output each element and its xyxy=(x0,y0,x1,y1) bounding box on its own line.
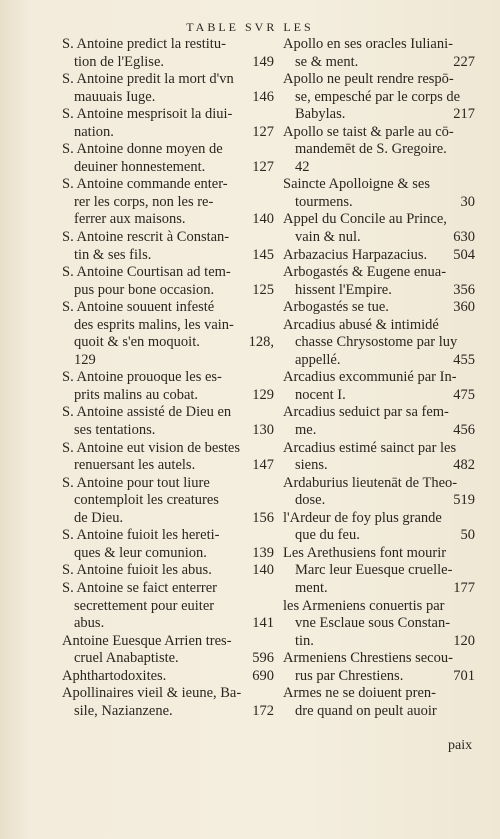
entry-text: Saincte Apolloigne & ses xyxy=(283,176,430,193)
index-entry-line xyxy=(62,510,274,528)
entry-text: Arbogastés se tue. xyxy=(283,299,389,316)
index-entry-line xyxy=(283,36,475,54)
index-entry-line xyxy=(283,54,475,72)
index-entry xyxy=(283,36,475,71)
index-entry-line xyxy=(283,299,475,317)
index-entry-line xyxy=(283,89,475,107)
entry-text: S. Antoine predit la mort d'vn xyxy=(62,71,234,88)
entry-text: Appel du Concile au Prince, xyxy=(283,211,447,228)
index-entry-line xyxy=(283,317,475,335)
entry-text: ment. xyxy=(295,579,328,596)
entry-text: dose. xyxy=(295,492,326,509)
index-entry xyxy=(283,124,475,177)
index-entry xyxy=(62,685,274,720)
index-entry-line xyxy=(283,633,475,651)
index-entry-line xyxy=(62,299,274,317)
entry-text: de Dieu. xyxy=(74,509,124,526)
entry-text: Arcadius estimé sainct par les xyxy=(283,439,457,456)
index-entry-line xyxy=(283,352,475,370)
entry-text: mandemēt de S. Gregoire. xyxy=(295,141,447,158)
entry-text: rer les corps, non les re- xyxy=(74,193,214,210)
page-number: 504 xyxy=(453,246,475,263)
entry-text: S. Antoine rescrit à Constan- xyxy=(62,229,230,246)
index-entry-line xyxy=(283,440,475,458)
page-number: 630 xyxy=(453,229,475,246)
index-entry-line xyxy=(62,282,274,300)
index-entry-line xyxy=(283,598,475,616)
entry-text: se, empesché par le corps de xyxy=(295,88,461,105)
entry-text: quoit & s'en moquoit. xyxy=(74,334,200,351)
entry-text: siens. xyxy=(295,457,328,474)
entry-text: S. Antoine pour tout liure xyxy=(62,474,210,491)
index-entry-line xyxy=(62,580,274,598)
entry-text: me. xyxy=(295,422,317,439)
index-entry xyxy=(62,475,274,528)
entry-text: Les Arethusiens font mourir xyxy=(283,544,447,561)
index-entry xyxy=(283,264,475,299)
entry-text: se & ment. xyxy=(295,53,359,70)
entry-text: nation. xyxy=(74,123,114,140)
entry-text: Apollo ne peult rendre respō- xyxy=(283,71,454,88)
entry-text: appellé. xyxy=(295,351,341,368)
entry-text: nocent I. xyxy=(295,386,346,403)
index-entry-line xyxy=(283,247,475,265)
page-number: 519 xyxy=(453,492,475,509)
index-entry-line xyxy=(62,334,274,352)
page-number: 482 xyxy=(453,457,475,474)
index-entry xyxy=(283,545,475,598)
index-entry-line xyxy=(62,440,274,458)
entry-text: tin & ses fils. xyxy=(74,246,152,263)
entry-text: Apollo en ses oracles Iuliani- xyxy=(283,36,453,52)
index-entry-line xyxy=(283,668,475,686)
index-entry-line xyxy=(283,369,475,387)
index-entry xyxy=(283,510,475,545)
index-entry xyxy=(283,211,475,246)
index-entry-line xyxy=(62,229,274,247)
index-entry-line xyxy=(62,457,274,475)
entry-text: Arcadius abusé & intimidé xyxy=(283,316,439,333)
page-number: 30 xyxy=(460,193,475,210)
index-entry-line xyxy=(283,580,475,598)
index-entry xyxy=(62,141,274,176)
entry-text: renuersant les autels. xyxy=(74,457,196,474)
page-number: 356 xyxy=(453,281,475,298)
index-entry xyxy=(62,580,274,633)
index-entry-line xyxy=(283,527,475,545)
index-entry-line xyxy=(283,106,475,124)
index-entry-line xyxy=(283,650,475,668)
index-entry-line xyxy=(62,598,274,616)
index-entry-line xyxy=(62,211,274,229)
index-entry xyxy=(62,299,274,369)
page-number: 140 xyxy=(252,211,274,228)
entry-text: hissent l'Empire. xyxy=(295,281,392,298)
index-entry-line xyxy=(62,54,274,72)
index-entry-line xyxy=(62,36,274,54)
entry-text: des esprits malins, les vain- xyxy=(74,316,234,333)
index-entry-line xyxy=(62,685,274,703)
page-number: 172 xyxy=(252,702,274,719)
entry-text: Arcadius seduict par sa fem- xyxy=(283,404,449,421)
index-entry xyxy=(62,633,274,668)
index-entry-line xyxy=(283,334,475,352)
entry-text: S. Antoine Courtisan ad tem- xyxy=(62,264,231,281)
index-entry-line xyxy=(62,317,274,335)
entry-text: tourmens. xyxy=(295,193,353,210)
index-entry-line xyxy=(283,176,475,194)
page-number: 147 xyxy=(252,457,274,474)
entry-text: chasse Chrysostome par luy xyxy=(295,334,458,351)
index-entry-line xyxy=(283,475,475,493)
entry-text: tion de l'Eglise. xyxy=(74,53,165,70)
index-entry-line xyxy=(283,404,475,422)
index-column-left xyxy=(62,36,274,720)
index-entry-line xyxy=(283,124,475,142)
index-entry xyxy=(283,369,475,404)
index-entry-line xyxy=(62,106,274,124)
entry-text: vain & nul. xyxy=(295,229,361,246)
page-number: 50 xyxy=(460,527,475,544)
index-entry-line xyxy=(62,159,274,177)
index-entry-line xyxy=(62,369,274,387)
index-entry-line xyxy=(62,562,274,580)
index-entry-line xyxy=(283,545,475,563)
entry-text: dre quand on peult auoir xyxy=(295,702,437,719)
entry-text: ferrer aux maisons. xyxy=(74,211,186,228)
entry-text: Babylas. xyxy=(295,106,346,123)
entry-text: S. Antoine souuent infesté xyxy=(62,299,215,316)
entry-text: S. Antoine fuioit les hereti- xyxy=(62,527,220,544)
page-number: 145 xyxy=(252,246,274,263)
index-entry xyxy=(283,317,475,370)
entry-text: mauuais Iuge. xyxy=(74,88,156,105)
index-entry-line xyxy=(62,633,274,651)
index-entry-line xyxy=(62,545,274,563)
index-entry xyxy=(62,229,274,264)
page-number: 139 xyxy=(252,544,274,561)
index-entry xyxy=(283,650,475,685)
entry-text: S. Antoine eut vision de bestes xyxy=(62,439,241,456)
index-entry-line xyxy=(283,159,475,177)
entry-text: l'Ardeur de foy plus grande xyxy=(283,509,442,526)
entry-text: Apollo se taist & parle au cō- xyxy=(283,123,454,140)
index-entry-line xyxy=(283,492,475,510)
entry-text: Antoine Euesque Arrien tres- xyxy=(62,632,232,649)
index-entry xyxy=(62,106,274,141)
page-number: 360 xyxy=(453,299,475,316)
index-entry-line xyxy=(283,71,475,89)
index-entry-line xyxy=(283,457,475,475)
entry-text: S. Antoine predict la restitu- xyxy=(62,36,226,52)
entry-text: ses tentations. xyxy=(74,422,156,439)
index-entry-line xyxy=(283,510,475,528)
entry-text: S. Antoine fuioit les abus. xyxy=(62,562,212,579)
index-entry xyxy=(62,668,274,686)
entry-text: pus pour bone occasion. xyxy=(74,281,215,298)
index-entry xyxy=(283,598,475,651)
index-entry-line xyxy=(62,404,274,422)
index-entry-line xyxy=(62,176,274,194)
index-column-right xyxy=(283,36,475,720)
index-entry xyxy=(283,404,475,439)
entry-text: abus. xyxy=(74,615,105,632)
index-entry xyxy=(283,299,475,317)
page-number: 130 xyxy=(252,422,274,439)
page-number: 156 xyxy=(252,509,274,526)
entry-text: 42 xyxy=(295,158,310,175)
index-entry-line xyxy=(283,229,475,247)
page-number: 140 xyxy=(252,562,274,579)
entry-text: ques & leur comunion. xyxy=(74,544,207,561)
entry-text: sile, Nazianzene. xyxy=(74,702,173,719)
page-number: 475 xyxy=(453,386,475,403)
entry-text: Arbogastés & Eugene enua- xyxy=(283,264,447,281)
entry-text: 129 xyxy=(74,351,96,368)
running-header: TABLE SVR LES xyxy=(186,20,314,34)
page-number: 129 xyxy=(252,386,274,403)
entry-text: Armes ne se doiuent pren- xyxy=(283,685,437,702)
page-number: 146 xyxy=(252,88,274,105)
index-entry xyxy=(283,247,475,265)
page-number: 177 xyxy=(453,579,475,596)
entry-text: que du feu. xyxy=(295,527,360,544)
index-entry xyxy=(62,527,274,562)
index-entry-line xyxy=(62,264,274,282)
entry-text: Arcadius excommunié par In- xyxy=(283,369,457,386)
entry-text: prits malins au cobat. xyxy=(74,386,199,403)
index-entry-line xyxy=(283,562,475,580)
index-entry xyxy=(62,71,274,106)
index-entry xyxy=(283,71,475,124)
index-entry xyxy=(62,369,274,404)
index-entry-line xyxy=(62,527,274,545)
index-entry xyxy=(62,176,274,229)
page-number: 701 xyxy=(453,667,475,684)
index-entry xyxy=(62,562,274,580)
index-entry-line xyxy=(283,282,475,300)
page-number: 120 xyxy=(453,632,475,649)
entry-text: Marc leur Euesque cruelle- xyxy=(295,562,453,579)
page-number: 217 xyxy=(453,106,475,123)
index-entry xyxy=(62,440,274,475)
entry-text: Aphthartodoxites. xyxy=(62,667,167,684)
entry-text: S. Antoine se faict enterrer xyxy=(62,579,218,596)
index-entry xyxy=(283,475,475,510)
index-entry-line xyxy=(62,387,274,405)
index-entry-line xyxy=(62,89,274,107)
page-number: 128, xyxy=(248,334,274,351)
index-entry xyxy=(62,36,274,71)
index-entry-line xyxy=(283,194,475,212)
index-entry-line xyxy=(62,352,274,370)
entry-text: les Armeniens conuertis par xyxy=(283,597,445,614)
index-entry-line xyxy=(62,71,274,89)
index-entry-line xyxy=(62,124,274,142)
page-number: 690 xyxy=(252,667,274,684)
page-number: 456 xyxy=(453,422,475,439)
index-entry-line xyxy=(283,264,475,282)
page-number: 125 xyxy=(252,281,274,298)
index-entry xyxy=(283,176,475,211)
entry-text: deuiner honnestement. xyxy=(74,158,206,175)
index-entry-line xyxy=(62,492,274,510)
index-entry-line xyxy=(62,650,274,668)
page-number: 149 xyxy=(252,53,274,70)
index-entry-line xyxy=(283,422,475,440)
index-entry-line xyxy=(62,703,274,721)
index-entry-line xyxy=(283,211,475,229)
page-number: 227 xyxy=(453,53,475,70)
entry-text: cruel Anabaptiste. xyxy=(74,650,179,667)
entry-text: S. Antoine commande enter- xyxy=(62,176,228,193)
page-number: 141 xyxy=(252,615,274,632)
entry-text: Apollinaires vieil & ieune, Ba- xyxy=(62,685,242,702)
entry-text: rus par Chrestiens. xyxy=(295,667,404,684)
index-entry-line xyxy=(283,703,475,721)
entry-text: Arbazacius Harpazacius. xyxy=(283,246,428,263)
index-entry-line xyxy=(62,422,274,440)
index-entry-line xyxy=(283,387,475,405)
catchword: paix xyxy=(448,738,473,753)
index-entry-line xyxy=(62,615,274,633)
page-number: 127 xyxy=(252,123,274,140)
entry-text: S. Antoine donne moyen de xyxy=(62,141,223,158)
page-number: 455 xyxy=(453,351,475,368)
index-entry xyxy=(283,440,475,475)
index-entry-line xyxy=(62,475,274,493)
page-number: 127 xyxy=(252,158,274,175)
index-entry xyxy=(62,264,274,299)
entry-text: S. Antoine assisté de Dieu en xyxy=(62,404,232,421)
index-entry-line xyxy=(62,194,274,212)
entry-text: Ardaburius lieutenāt de Theo- xyxy=(283,474,458,491)
entry-text: Armeniens Chrestiens secou- xyxy=(283,650,453,667)
index-entry-line xyxy=(283,685,475,703)
entry-text: S. Antoine mesprisoit la diui- xyxy=(62,106,233,123)
index-entry-line xyxy=(62,141,274,159)
index-entry xyxy=(283,685,475,720)
entry-text: S. Antoine prouoque les es- xyxy=(62,369,222,386)
entry-text: vne Esclaue sous Constan- xyxy=(295,615,451,632)
index-entry-line xyxy=(62,668,274,686)
entry-text: secrettement pour euiter xyxy=(74,597,215,614)
entry-text: tin. xyxy=(295,632,314,649)
index-entry-line xyxy=(283,141,475,159)
index-entry-line xyxy=(62,247,274,265)
page-number: 596 xyxy=(252,650,274,667)
index-entry-line xyxy=(283,615,475,633)
index-entry xyxy=(62,404,274,439)
entry-text: contemploit les creatures xyxy=(74,492,219,509)
